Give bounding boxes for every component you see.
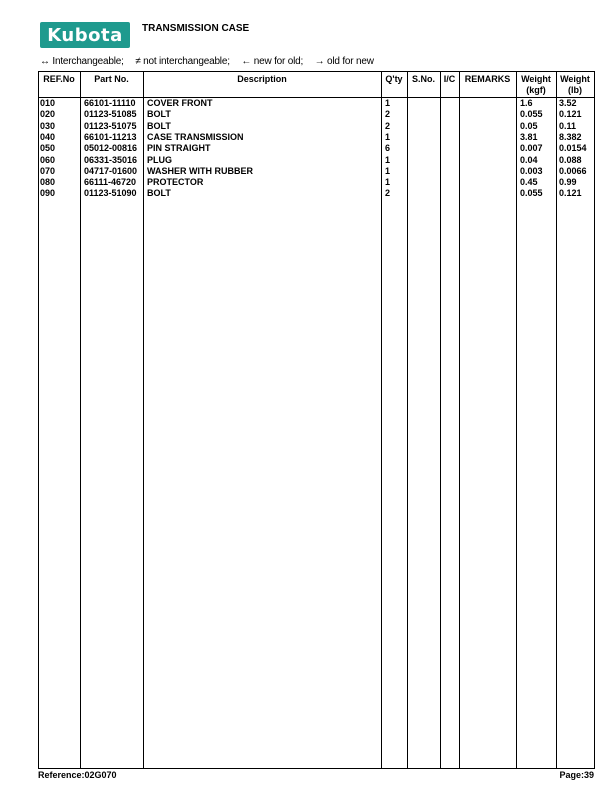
column-divider xyxy=(459,72,460,768)
parts-table xyxy=(38,71,595,769)
cell-wkg: 0.05 xyxy=(520,120,538,131)
cell-desc: BOLT xyxy=(147,188,171,199)
kubota-logo: Kubota xyxy=(40,22,130,48)
header-weight-kgf-line1: Weight xyxy=(521,74,551,84)
cell-wkg: 0.45 xyxy=(520,177,538,188)
header-qty: Q'ty xyxy=(385,74,403,84)
cell-qty: 1 xyxy=(385,154,391,165)
cell-wkg: 1.6 xyxy=(520,98,533,108)
cell-qty: 2 xyxy=(385,120,391,131)
interchangeability-legend xyxy=(40,56,383,67)
column-divider xyxy=(381,72,382,768)
cell-part: 01123-51075 xyxy=(84,120,137,131)
cell-part: 66111-46720 xyxy=(84,177,137,188)
cell-desc: CASE TRANSMISSION xyxy=(147,131,244,142)
cell-qty: 1 xyxy=(385,98,391,108)
cell-ref: 050 xyxy=(40,143,56,154)
cell-desc: PROTECTOR xyxy=(147,177,204,188)
column-divider xyxy=(143,72,144,768)
column-divider xyxy=(407,72,408,768)
cell-qty: 1 xyxy=(385,131,391,142)
column-divider xyxy=(516,72,517,768)
cell-ref: 040 xyxy=(40,131,56,142)
cell-part: 05012-00816 xyxy=(84,143,138,154)
cell-desc: BOLT xyxy=(147,109,171,120)
cell-ref: 010 xyxy=(40,98,56,108)
cell-wkg: 0.04 xyxy=(520,154,538,165)
cell-qty: 1 xyxy=(385,165,391,176)
header-part-no: Part No. xyxy=(94,74,129,84)
cell-qty: 2 xyxy=(385,188,391,199)
cell-ref: 060 xyxy=(40,154,56,165)
cell-wkg: 3.81 xyxy=(520,131,538,142)
cell-wlb: 3.52 xyxy=(559,98,577,108)
cell-part: 01123-51085 xyxy=(84,109,137,120)
cell-desc: PIN STRAIGHT xyxy=(147,143,211,154)
header-ic: I/C xyxy=(443,74,456,84)
legend-not-interchangeable: ≠ not interchangeable; xyxy=(135,56,230,67)
cell-wlb: 0.088 xyxy=(559,154,582,165)
legend-interchangeable: ↔ Interchangeable; xyxy=(40,56,124,67)
cell-wlb: 0.121 xyxy=(559,109,582,120)
cell-part: 04717-01600 xyxy=(84,165,138,176)
legend-new-for-old: ← new for old; xyxy=(241,56,304,67)
header-weight-kgf-line2: (kgf) xyxy=(526,85,546,95)
header-remarks: REMARKS xyxy=(464,74,511,84)
page-title: TRANSMISSION CASE xyxy=(142,23,250,34)
cell-part: 66101-11110 xyxy=(84,98,136,108)
cell-part: 66101-11213 xyxy=(84,131,137,142)
header-weight-lb xyxy=(556,74,594,96)
cell-wlb: 0.11 xyxy=(559,120,577,131)
cell-ref: 030 xyxy=(40,120,56,131)
cell-ref: 070 xyxy=(40,165,56,176)
header-weight-lb-line2: (lb) xyxy=(568,85,582,95)
page-number: Page:39 xyxy=(559,770,594,780)
cell-part: 06331-35016 xyxy=(84,154,138,165)
header-serial-no: S.No. xyxy=(411,74,435,84)
cell-desc: BOLT xyxy=(147,120,171,131)
header-weight-kgf xyxy=(516,74,556,96)
cell-qty: 1 xyxy=(385,177,391,188)
cell-wlb: 0.99 xyxy=(559,177,577,188)
cell-desc: WASHER WITH RUBBER xyxy=(147,165,253,176)
cell-qty: 2 xyxy=(385,109,391,120)
header-weight-lb-line1: Weight xyxy=(560,74,590,84)
header-description: Description xyxy=(237,74,287,84)
table-border-left xyxy=(38,72,39,768)
column-divider xyxy=(556,72,557,768)
cell-part: 01123-51090 xyxy=(84,188,137,199)
cell-ref: 090 xyxy=(40,188,56,199)
header-ref-no: REF.No xyxy=(43,74,75,84)
column-divider xyxy=(80,72,81,768)
cell-desc: PLUG xyxy=(147,154,173,165)
cell-ref: 020 xyxy=(40,109,56,120)
cell-wkg: 0.007 xyxy=(520,143,543,154)
cell-wkg: 0.055 xyxy=(520,109,543,120)
cell-wkg: 0.055 xyxy=(520,188,543,199)
cell-wlb: 0.0066 xyxy=(559,165,587,176)
reference-code: Reference:02G070 xyxy=(38,770,117,780)
cell-wkg: 0.003 xyxy=(520,165,543,176)
cell-desc: COVER FRONT xyxy=(147,98,213,108)
legend-old-for-new: → old for new xyxy=(314,56,374,67)
cell-wlb: 0.0154 xyxy=(559,143,587,154)
cell-wlb: 8.382 xyxy=(559,131,582,142)
cell-qty: 6 xyxy=(385,143,391,154)
cell-ref: 080 xyxy=(40,177,56,188)
table-border-right xyxy=(594,72,595,768)
column-divider xyxy=(440,72,441,768)
cell-wlb: 0.121 xyxy=(559,188,582,199)
